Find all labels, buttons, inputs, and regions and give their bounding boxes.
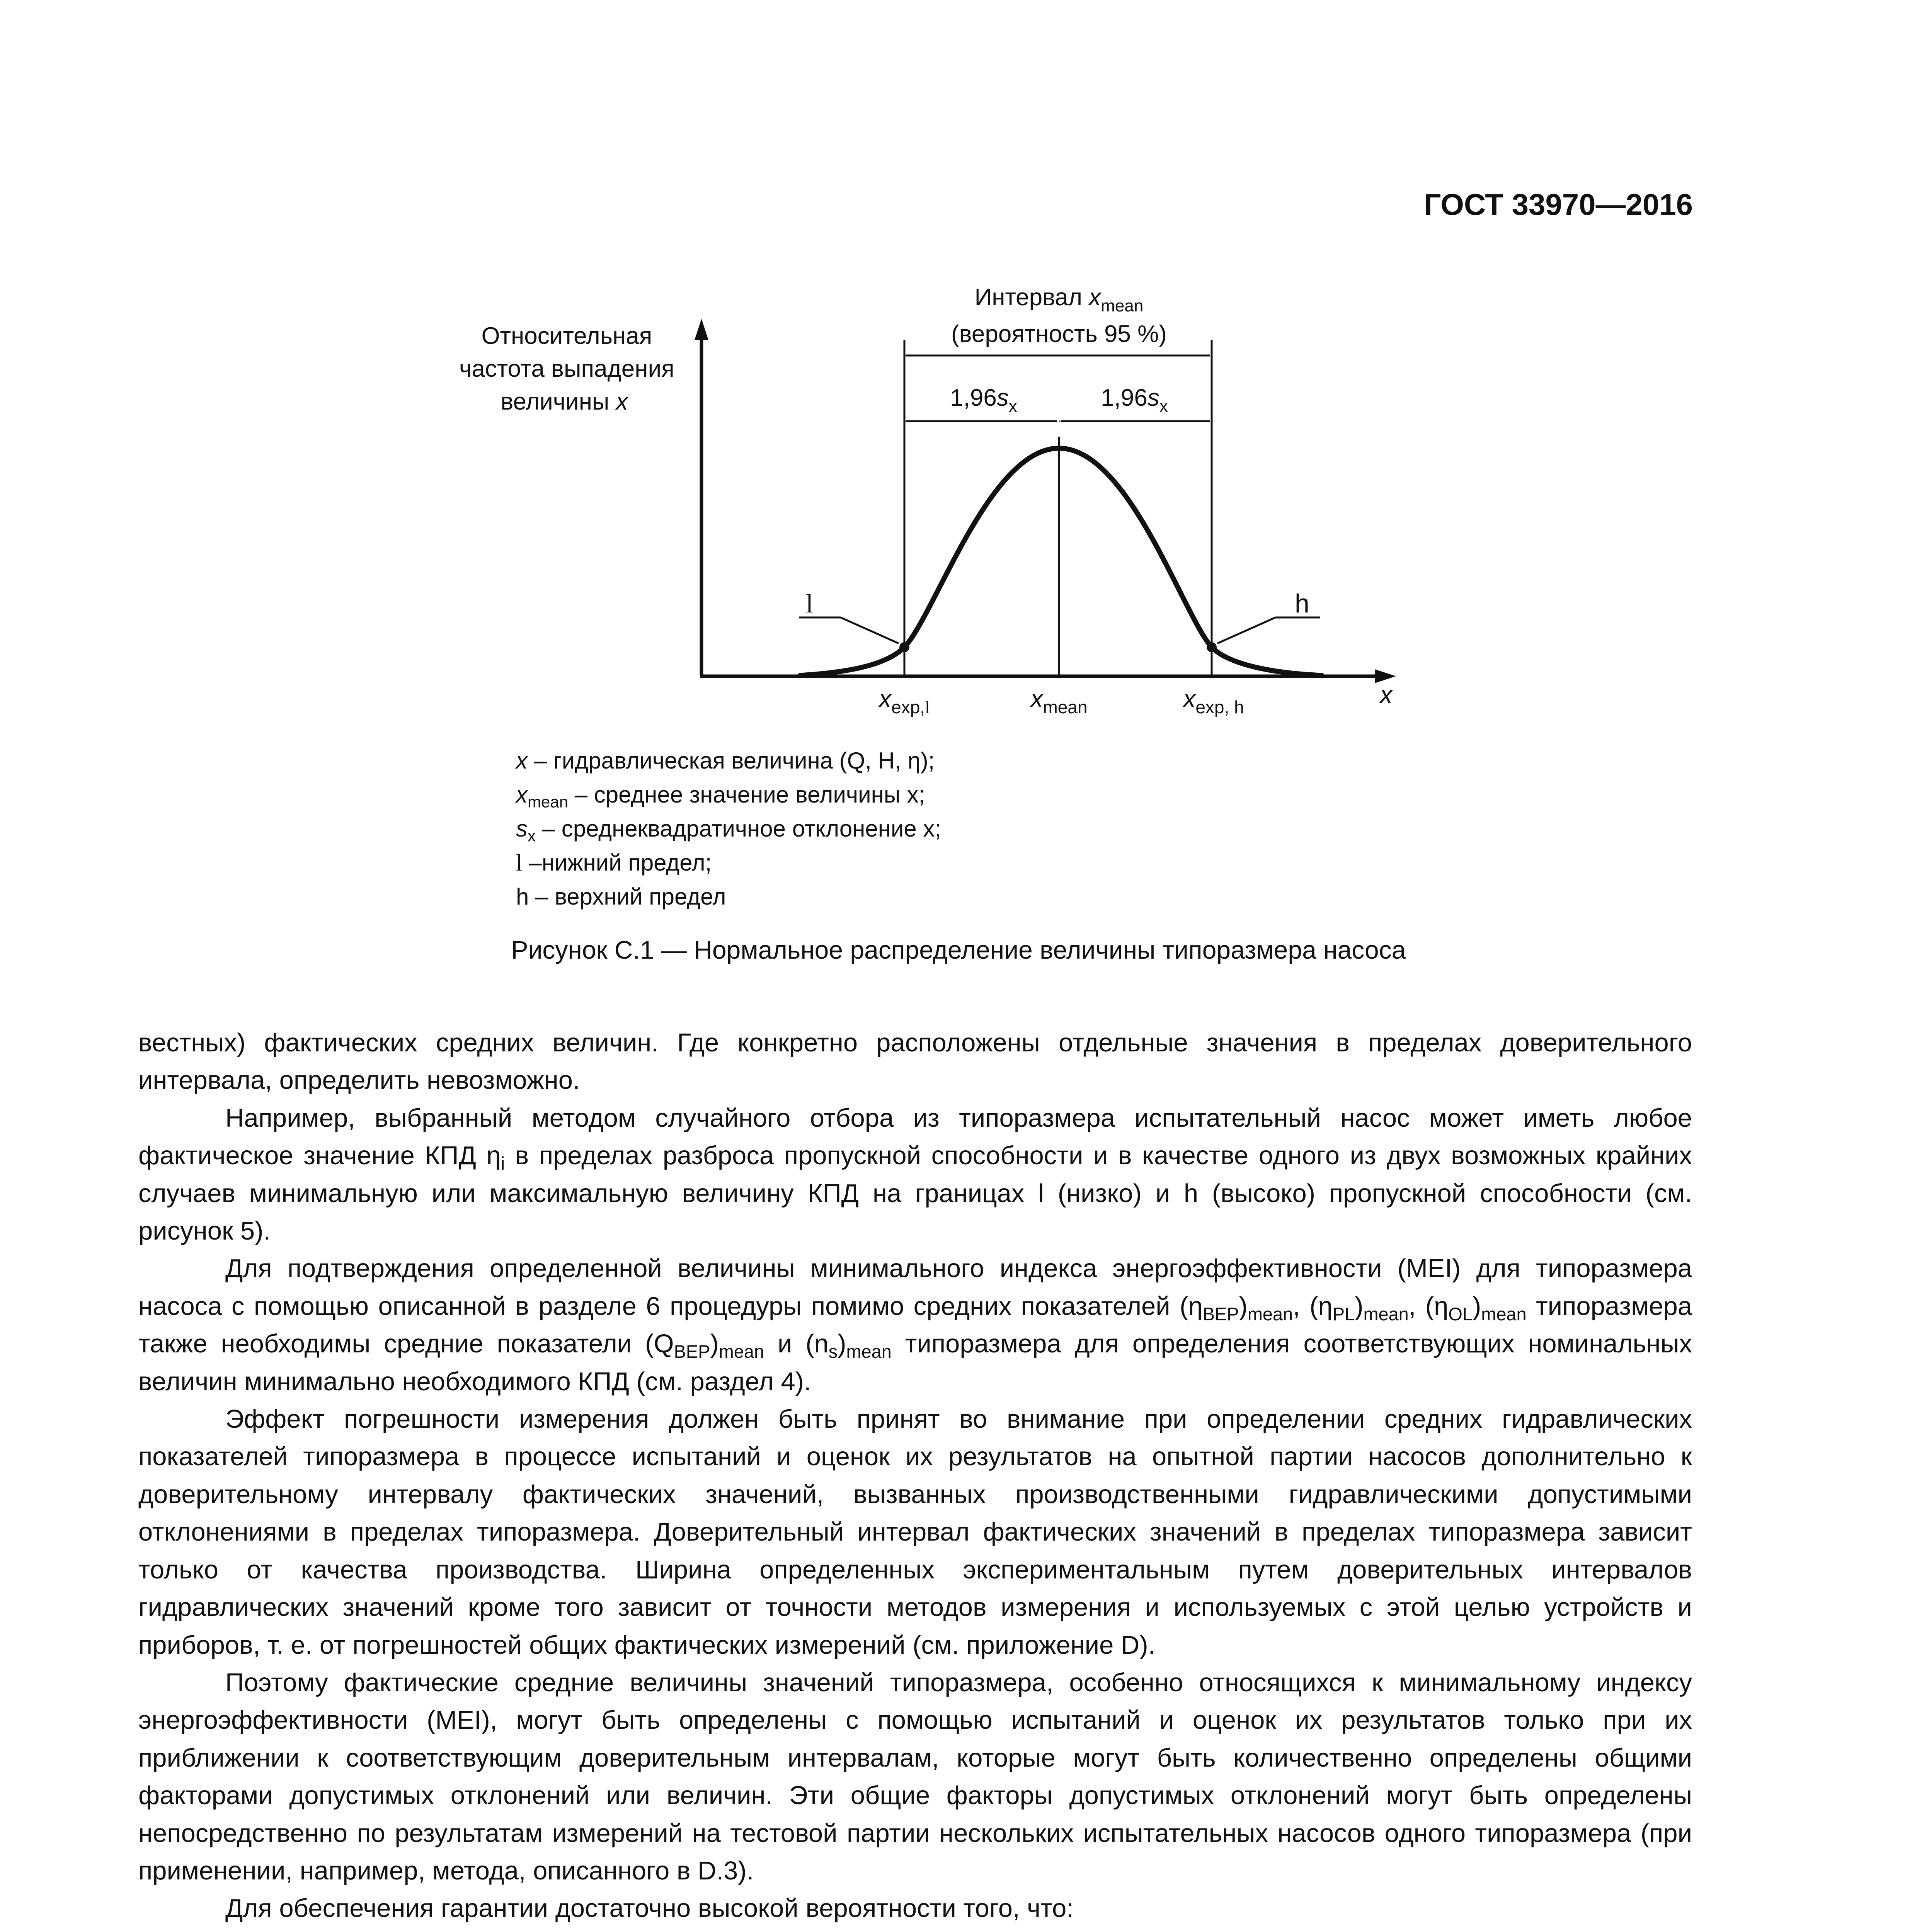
tick-x-exp-l: $x_{exp,}l$ — [879, 685, 930, 717]
upper-marker-label: h — [1295, 589, 1309, 618]
document-header: ГОСТ 33970—2016 — [1424, 187, 1693, 221]
sigma-left-label: $1,96s_x$ — [950, 384, 1017, 416]
paragraph-6: Для обеспечения гарантии достаточно высокой вероятности того, что: — [225, 1894, 1074, 1923]
legend-line-5: h – верхний предел — [516, 884, 726, 910]
bell-curve — [800, 448, 1322, 675]
probability-label: (вероятность 95 %) — [951, 321, 1167, 347]
body-text — [138, 1024, 1692, 1932]
upper-limit-point — [1207, 642, 1217, 652]
paragraph-3: Для подтверждения определенной величины минимального индекса энергоэффективности (MEI) для типоразмера насоса с помощью описанной в разделе 6 процедуры помимо средних показателей $(\eta_{BEP})_{mean}$, $(\eta_{PL})_{mean}$, $(\eta_{OL})_{mean}$ типоразмера также необходимы средние показатели $(Q_{BEP})_{mean}$ и $(n_s)_{mean}$ типоразмера для определения соответствующих номинальных величин минимально необходимого КПД (см. раздел 4). — [138, 1254, 1692, 1396]
lower-limit-point — [899, 642, 909, 652]
paragraph-2: Например, выбранный методом случайного отбора из типоразмера испытательный насос может иметь любое фактическое значение КПД $\eta_i$ в пределах разброса пропускной способности и в качестве одного из двух возможных крайних случаев минимальную или максимальную величину КПД на границах l (низко) и h (высоко) пропускной способности (см. рисунок 5). — [138, 1103, 1692, 1246]
legend-line-4: l –нижний предел; — [516, 850, 712, 876]
lower-marker-leader — [841, 617, 899, 643]
sigma-right-label: $1,96s_x$ — [1101, 384, 1168, 416]
upper-marker-leader — [1217, 617, 1275, 643]
paragraph-4: Эффект погрешности измерения должен быть принят во внимание при определении средних гидравлических показателей типоразмера в процессе испытаний и оценок их результатов на опытной партии насосов дополнительно к доверительному интервалу фактических значений, вызванных производственными гидравлическими допустимыми отклонениями в пределах типоразмера. Доверительный интервал фактических значений в пределах типоразмера зависит только от качества производства. Ширина определенных экспериментальным путем доверительных интервалов гидравлических значений кроме того зависит от точности методов измерения и используемых с этой целью устройств и приборов, т. е. от погрешностей общих фактических измерений (см. приложение D). — [138, 1405, 1692, 1660]
y-axis-arrowhead — [695, 319, 708, 340]
y-axis-label: Относительная частота выпадения величины x — [459, 323, 674, 415]
lower-marker-label: l — [806, 589, 813, 618]
interval-label: Интервал $x_{mean}$ — [974, 284, 1144, 315]
legend-line-1: x – гидравлическая величина (Q, H, η); — [516, 748, 935, 774]
tick-x-exp-h: $x_{exp, h}$ — [1183, 685, 1244, 717]
figure-caption: Рисунок С.1 — Нормальное распределение величины типоразмера насоса — [511, 935, 1406, 964]
list-item-1 — [138, 1927, 1692, 1932]
legend-line-2: $x_{mean}$ – среднее значение величины x; — [516, 782, 925, 811]
tick-x-mean: $x_{mean}$ — [1030, 685, 1088, 717]
paragraph-5: Поэтому фактические средние величины значений типоразмера, особенно относящихся к минимальному индексу энергоэффективности (MEI), могут быть определены с помощью испытаний и оценок их результатов только при их приближении к соответствующим доверительным интервалам, которые могут быть количественно определены общими факторами допустимых отклонений или величин. Эти общие факторы допустимых отклонений могут быть определены непосредственно по результатам измерений на тестовой партии нескольких испытательных насосов одного типоразмера (при применении, например, метода, описанного в D.3). — [138, 1668, 1692, 1885]
legend-line-3: $s_x$ – среднеквадратичное отклонение x; — [516, 816, 941, 845]
x-axis-label: x — [1380, 680, 1393, 709]
figure-legend — [516, 744, 941, 914]
paragraph-1: вестных) фактических средних величин. Где конкретно расположены отдельные значения в пределах доверительного интервала, определить невозможно. — [138, 1028, 1692, 1095]
